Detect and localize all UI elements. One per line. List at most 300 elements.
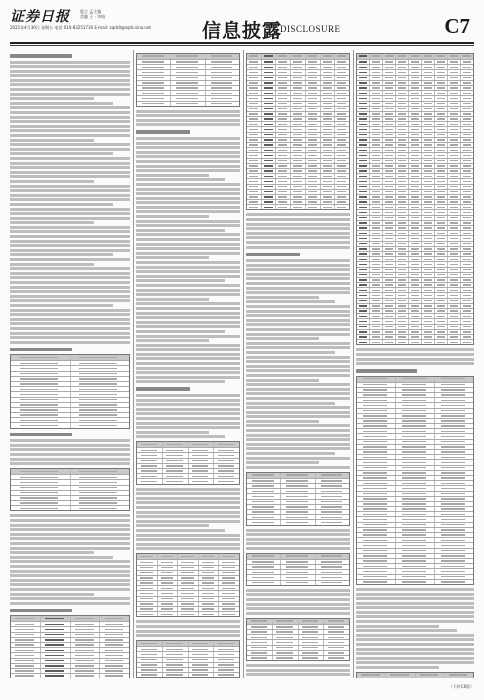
table-cell	[357, 236, 370, 240]
text-line	[136, 229, 225, 232]
table-cell	[435, 293, 448, 297]
table-cell	[273, 656, 299, 660]
table-row	[137, 612, 239, 616]
table-cell	[396, 91, 409, 95]
table-cell	[276, 107, 291, 111]
table-cell	[291, 200, 306, 204]
table-cell	[11, 659, 41, 663]
table-cell	[316, 505, 349, 509]
text-line	[10, 579, 130, 582]
table-cell	[461, 231, 473, 235]
table-cell	[396, 273, 409, 277]
table-cell	[448, 102, 461, 106]
data-table	[246, 53, 350, 210]
table-cell	[219, 597, 239, 601]
table-cell	[396, 502, 435, 506]
table-cell	[158, 591, 179, 595]
table-cell	[262, 179, 277, 183]
table-row	[357, 580, 473, 584]
table-cell	[396, 309, 409, 313]
text-line	[136, 357, 240, 360]
table-cell	[321, 148, 336, 152]
table-cell	[321, 81, 336, 85]
table-cell	[422, 236, 435, 240]
table-cell	[189, 479, 215, 483]
table-cell	[422, 293, 435, 297]
table-cell	[370, 159, 383, 163]
table-cell	[178, 597, 199, 601]
table-cell	[461, 190, 473, 194]
table-cell	[370, 236, 383, 240]
table-cell	[396, 512, 435, 516]
table-cell	[291, 133, 306, 137]
table-cell	[321, 86, 336, 90]
text-line	[246, 291, 350, 294]
table-cell	[357, 455, 396, 459]
table-cell	[321, 153, 336, 157]
table-cell	[461, 304, 473, 308]
table-cell	[435, 466, 473, 470]
text-line	[10, 528, 130, 531]
table-cell	[335, 133, 349, 137]
text-line	[136, 178, 225, 181]
text-line	[10, 593, 94, 596]
table-cell	[281, 489, 315, 493]
text-line	[246, 434, 350, 437]
table-cell	[335, 81, 349, 85]
text-line	[136, 362, 240, 365]
table-cell	[448, 252, 461, 256]
table-cell	[291, 117, 306, 121]
table-cell	[137, 586, 158, 590]
table-cell	[199, 554, 220, 559]
table-cell	[422, 174, 435, 178]
table-cell	[383, 231, 396, 235]
table-cell	[357, 533, 396, 537]
table-cell	[396, 283, 409, 287]
table-cell	[171, 65, 205, 69]
text-line	[10, 65, 130, 68]
text-line	[10, 290, 130, 293]
text-line	[136, 529, 225, 532]
table-cell	[158, 560, 179, 564]
table-cell	[370, 102, 383, 106]
table-cell	[291, 195, 306, 199]
table-cell	[276, 164, 291, 168]
text-line	[136, 543, 240, 546]
text-line	[136, 238, 240, 241]
table-cell	[247, 510, 281, 514]
table-cell	[435, 278, 448, 282]
table-cell	[422, 65, 435, 69]
table-cell	[435, 424, 473, 428]
table-cell	[435, 91, 448, 95]
table-cell	[273, 630, 299, 634]
table-cell	[262, 91, 277, 95]
table-cell	[357, 481, 396, 485]
text-line	[246, 337, 319, 340]
table-cell	[316, 554, 349, 559]
table-cell	[291, 102, 306, 106]
table-cell	[461, 54, 473, 59]
text-line	[356, 593, 474, 596]
table-cell	[247, 54, 262, 59]
table-cell	[100, 653, 129, 657]
text-line	[246, 589, 350, 592]
table-cell	[262, 169, 277, 173]
text-line	[246, 397, 350, 400]
table-cell	[247, 473, 281, 478]
table-cell	[370, 143, 383, 147]
text-line	[10, 458, 130, 461]
text-line	[246, 598, 350, 601]
table-cell	[383, 247, 396, 251]
table-cell	[370, 335, 383, 339]
table-cell	[276, 133, 291, 137]
continuation-note: （下转C8版）	[448, 684, 474, 689]
table-cell	[422, 70, 435, 74]
table-cell	[383, 252, 396, 256]
table-cell	[100, 633, 129, 637]
text-line	[10, 61, 130, 64]
table-cell	[396, 429, 435, 433]
text-line	[136, 380, 225, 383]
table-cell	[357, 190, 370, 194]
table-cell	[396, 200, 409, 204]
table-cell	[335, 148, 349, 152]
table-cell	[370, 60, 383, 64]
table-cell	[41, 622, 71, 626]
table-cell	[357, 507, 396, 511]
table-cell	[214, 652, 239, 656]
table-cell	[281, 565, 315, 569]
table-cell	[409, 179, 422, 183]
table-cell	[247, 635, 273, 639]
table-cell	[11, 616, 41, 621]
table-cell	[306, 117, 321, 121]
text-line	[136, 412, 240, 415]
table-cell	[448, 96, 461, 100]
table-cell	[11, 491, 71, 495]
table-cell	[321, 102, 336, 106]
table-cell	[370, 340, 383, 344]
table-cell	[41, 669, 71, 673]
table-cell	[461, 205, 473, 209]
table-cell	[247, 164, 262, 168]
table-cell	[422, 81, 435, 85]
table-cell	[189, 459, 215, 463]
table-cell	[247, 205, 262, 209]
table-cell	[247, 174, 262, 178]
table-cell	[306, 96, 321, 100]
table-cell	[306, 159, 321, 163]
table-cell	[383, 91, 396, 95]
table-cell	[357, 440, 396, 444]
table-cell	[171, 96, 205, 100]
text-line	[136, 524, 209, 527]
subheading-line	[10, 54, 72, 58]
text-line	[246, 424, 350, 427]
text-line	[10, 157, 130, 160]
table-cell	[335, 164, 349, 168]
table-cell	[291, 112, 306, 116]
table-cell	[189, 464, 215, 468]
table-cell	[422, 268, 435, 272]
table-cell	[71, 366, 130, 370]
table-cell	[461, 325, 473, 329]
table-cell	[396, 383, 435, 387]
text-line	[136, 630, 240, 633]
table-cell	[461, 195, 473, 199]
text-line	[136, 488, 240, 491]
text-line	[246, 664, 350, 667]
text-line	[246, 314, 350, 317]
table-cell	[247, 86, 262, 90]
table-cell	[435, 319, 448, 323]
text-line	[10, 276, 130, 279]
table-cell	[396, 81, 409, 85]
table-cell	[435, 257, 448, 261]
table-cell	[370, 273, 383, 277]
table-cell	[409, 164, 422, 168]
table-cell	[71, 418, 130, 422]
text-line	[136, 348, 240, 351]
table-cell	[357, 476, 396, 480]
table-cell	[448, 314, 461, 318]
table-cell	[299, 646, 325, 650]
text-line	[356, 661, 474, 664]
table-cell	[448, 319, 461, 323]
table-cell	[435, 575, 473, 579]
table-cell	[435, 455, 473, 459]
table-cell	[435, 528, 473, 532]
table-cell	[383, 283, 396, 287]
table-cell	[206, 102, 239, 106]
table-cell	[448, 153, 461, 157]
table-cell	[189, 474, 215, 478]
table-cell	[137, 60, 171, 64]
table-cell	[448, 65, 461, 69]
table-cell	[461, 268, 473, 272]
text-line	[246, 246, 350, 249]
table-cell	[262, 159, 277, 163]
table-cell	[137, 76, 171, 80]
table-cell	[396, 388, 435, 392]
table-cell	[171, 91, 205, 95]
table-cell	[324, 646, 349, 650]
text-line	[10, 309, 130, 312]
text-line	[136, 634, 240, 637]
table-cell	[206, 70, 239, 74]
table-cell	[435, 159, 448, 163]
table-cell	[448, 107, 461, 111]
table-cell	[461, 293, 473, 297]
table-cell	[383, 117, 396, 121]
table-cell	[276, 60, 291, 64]
table-cell	[321, 70, 336, 74]
text-line	[10, 574, 130, 577]
table-cell	[291, 148, 306, 152]
table-cell	[370, 153, 383, 157]
table-cell	[306, 107, 321, 111]
text-line	[136, 506, 240, 509]
table-cell	[409, 70, 422, 74]
table-cell	[461, 319, 473, 323]
table-cell	[370, 210, 383, 214]
table-cell	[357, 86, 370, 90]
table-cell	[11, 664, 41, 668]
section-title: 信息披露	[202, 20, 283, 42]
table-cell	[357, 377, 396, 382]
table-cell	[409, 242, 422, 246]
table-cell	[357, 575, 396, 579]
text-line	[10, 322, 130, 325]
table-cell	[178, 554, 199, 559]
table-cell	[448, 226, 461, 230]
table-cell	[383, 153, 396, 157]
table-cell	[100, 616, 129, 621]
text-line	[246, 296, 319, 299]
table-cell	[357, 148, 370, 152]
table-cell	[214, 647, 239, 651]
table-cell	[448, 200, 461, 204]
table-cell	[435, 299, 448, 303]
table-cell	[163, 647, 189, 651]
table-cell	[306, 200, 321, 204]
table-cell	[199, 591, 220, 595]
table-cell	[291, 138, 306, 142]
table-cell	[11, 377, 71, 381]
table-cell	[435, 65, 448, 69]
table-cell	[321, 54, 336, 59]
text-line	[356, 666, 439, 669]
table-cell	[137, 566, 158, 570]
table-cell	[383, 210, 396, 214]
table-cell	[321, 143, 336, 147]
text-line	[10, 79, 130, 82]
table-cell	[422, 340, 435, 344]
table-cell	[461, 122, 473, 126]
text-line	[10, 203, 113, 206]
table-cell	[321, 190, 336, 194]
table-cell	[383, 174, 396, 178]
table-cell	[461, 96, 473, 100]
text-line	[10, 444, 130, 447]
table-cell	[461, 216, 473, 220]
table-cell	[383, 148, 396, 152]
text-line	[136, 426, 240, 429]
table-cell	[435, 200, 448, 204]
table-cell	[335, 138, 349, 142]
table-cell	[206, 81, 239, 85]
table-cell	[383, 86, 396, 90]
text-line	[136, 431, 209, 434]
table-cell	[396, 559, 435, 563]
table-cell	[396, 278, 409, 282]
table-cell	[396, 330, 409, 334]
table-cell	[357, 216, 370, 220]
table-cell	[163, 668, 189, 672]
table-cell	[71, 392, 130, 396]
text-line	[10, 588, 130, 591]
table-cell	[281, 494, 315, 498]
text-line	[10, 217, 130, 220]
table-cell	[158, 612, 179, 616]
text-line	[10, 341, 130, 344]
table-cell	[41, 653, 71, 657]
text-line	[356, 638, 474, 641]
table-cell	[171, 54, 205, 59]
table-cell	[357, 107, 370, 111]
table-cell	[324, 625, 349, 629]
table-cell	[396, 569, 435, 573]
table-cell	[448, 242, 461, 246]
text-line	[10, 162, 130, 165]
table-cell	[189, 641, 215, 646]
table-cell	[448, 335, 461, 339]
text-line	[136, 192, 240, 195]
table-cell	[163, 448, 189, 452]
table-cell	[396, 231, 409, 235]
table-row	[11, 674, 129, 678]
table-cell	[396, 226, 409, 230]
table-cell	[158, 586, 179, 590]
table-cell	[422, 335, 435, 339]
table-cell	[247, 500, 281, 504]
text-line	[246, 218, 350, 221]
table-cell	[370, 122, 383, 126]
table-cell	[321, 60, 336, 64]
table-cell	[383, 257, 396, 261]
table-cell	[383, 107, 396, 111]
table-cell	[448, 138, 461, 142]
table-cell	[158, 581, 179, 585]
table-cell	[357, 569, 396, 573]
table-cell	[276, 96, 291, 100]
text-line	[136, 534, 240, 537]
table-cell	[100, 674, 129, 678]
table-cell	[409, 65, 422, 69]
masthead-rule	[10, 42, 474, 44]
table-cell	[262, 86, 277, 90]
table-cell	[435, 434, 473, 438]
table-cell	[335, 91, 349, 95]
table-cell	[219, 576, 239, 580]
table-cell	[383, 330, 396, 334]
table-cell	[281, 473, 315, 478]
column-4	[356, 50, 474, 678]
table-cell	[383, 112, 396, 116]
table-cell	[409, 169, 422, 173]
table-cell	[178, 612, 199, 616]
table-cell	[422, 190, 435, 194]
table-cell	[100, 627, 129, 631]
text-line	[136, 497, 240, 500]
table-cell	[448, 127, 461, 131]
table-cell	[383, 60, 396, 64]
table-cell	[422, 288, 435, 292]
table-cell	[357, 492, 396, 496]
table-cell	[321, 107, 336, 111]
table-cell	[41, 633, 71, 637]
table-cell	[383, 335, 396, 339]
table-cell	[199, 571, 220, 575]
text-line	[246, 328, 350, 331]
table-cell	[357, 502, 396, 506]
table-cell	[137, 453, 163, 457]
text-line	[136, 183, 240, 186]
text-line	[10, 194, 130, 197]
